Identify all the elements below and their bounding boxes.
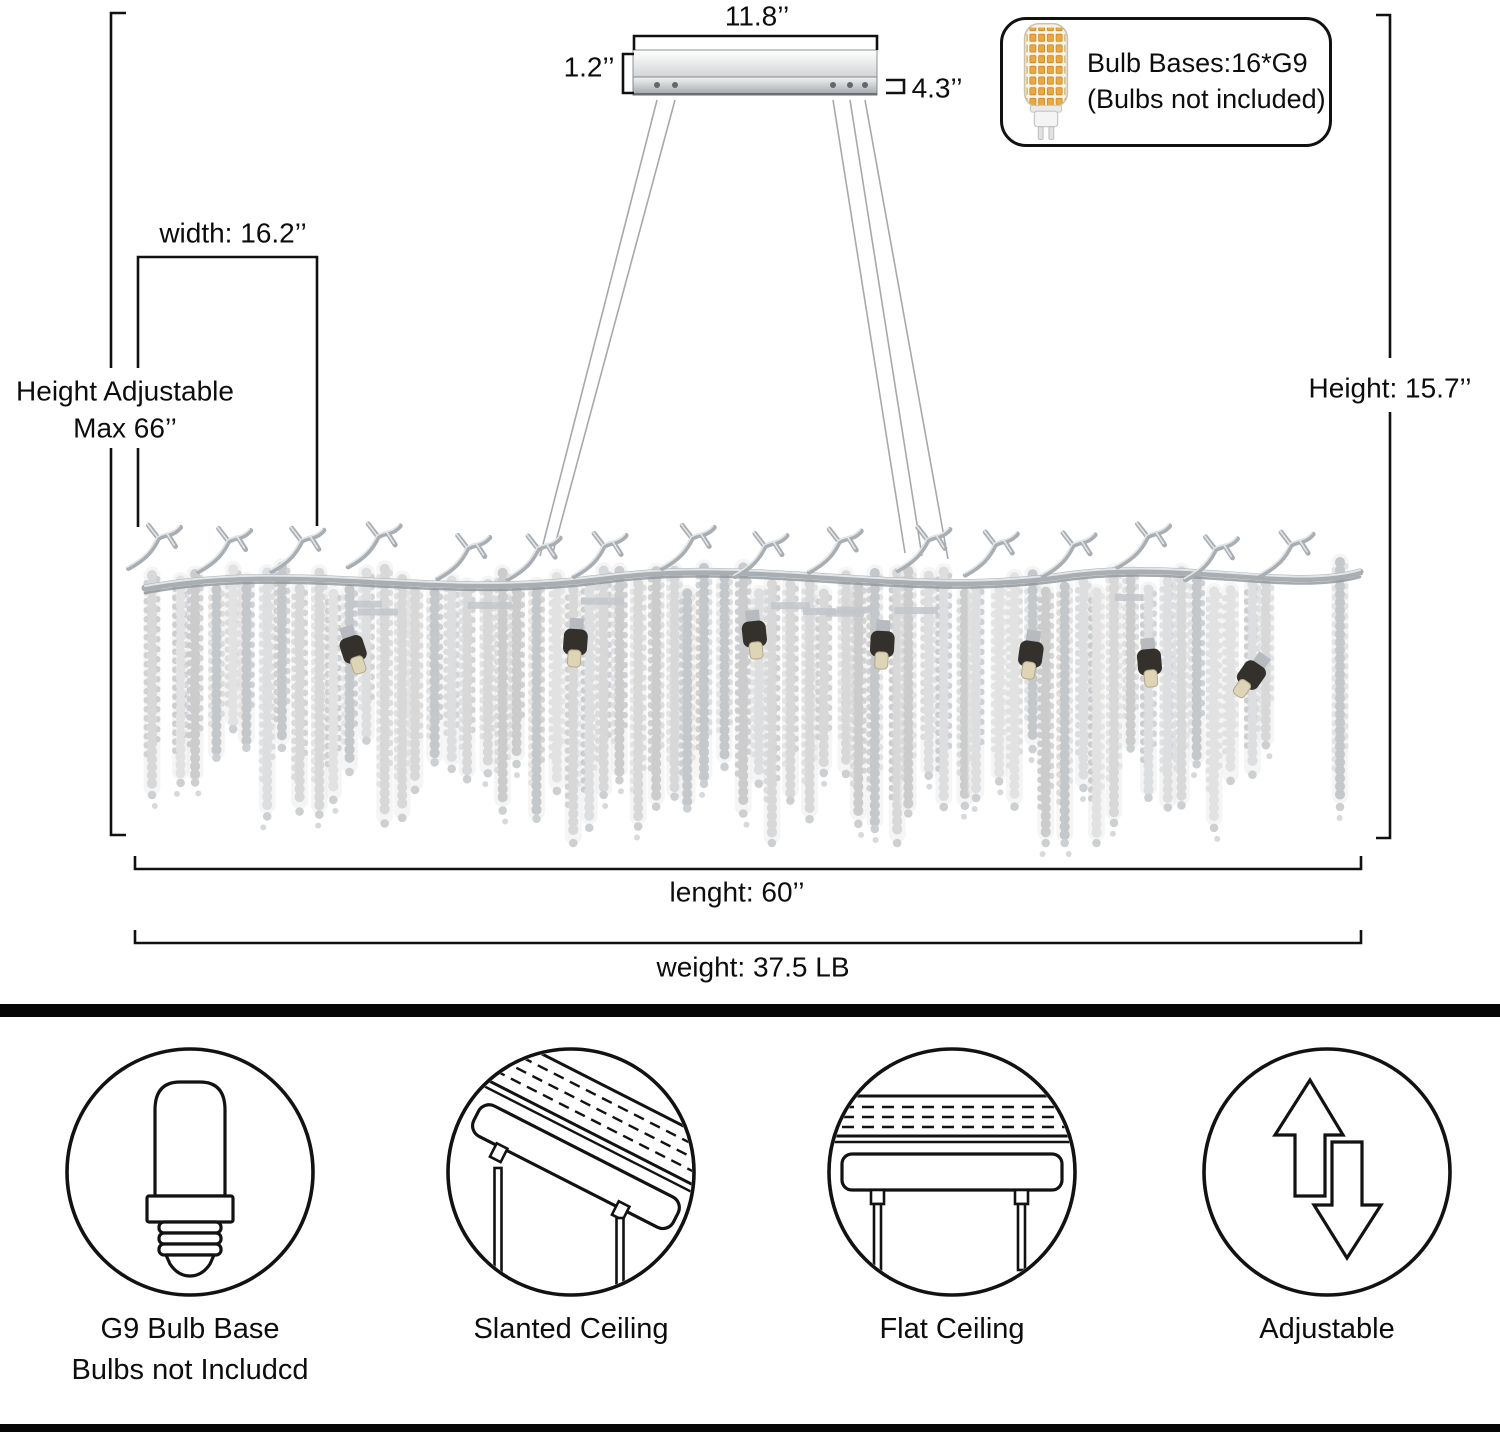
height-adjustable-label-line2: Max 66’’	[73, 412, 177, 444]
flat-ceiling-icon	[820, 1040, 1084, 1304]
crystal-chandelier-image	[127, 522, 1360, 857]
feature-flat-ceiling	[802, 1040, 1102, 1350]
slanted-ceiling-icon	[439, 1040, 703, 1304]
fixture-width-label: width: 16.2’’	[159, 217, 307, 249]
bulb-info-line1: Bulb Bases:16*G9	[1087, 48, 1308, 79]
height-adjustable-label-line1: Height Adjustable	[16, 375, 234, 407]
fixture-height-label: Height: 15.7’’	[1308, 372, 1472, 404]
bulb-info-line2: (Bulbs not included)	[1087, 84, 1326, 114]
canopy-height-label: 1.2’’	[563, 51, 615, 83]
g9-bulb-photo-icon	[1011, 21, 1081, 143]
feature-label: Flat Ceiling	[879, 1313, 1025, 1345]
canopy-depth-label: 4.3’’	[911, 72, 963, 104]
ceiling-canopy	[633, 50, 877, 96]
adjustable-arrows-icon	[1195, 1040, 1459, 1304]
feature-label: Bulbs not Includcd	[71, 1353, 309, 1386]
weight-label: weight: 37.5 LB	[656, 951, 850, 983]
length-label: lenght: 60’’	[669, 876, 805, 908]
feature-g9-bulb-base	[40, 1040, 340, 1390]
feature-slanted-ceiling	[421, 1040, 721, 1350]
feature-label: G9 Bulb Base	[100, 1313, 280, 1345]
canopy-width-label: 11.8’’	[724, 0, 790, 32]
suspension-wires	[540, 100, 948, 559]
feature-adjustable	[1177, 1040, 1477, 1350]
g9-bulb-base-icon	[58, 1040, 322, 1304]
section-divider-bottom	[0, 1424, 1500, 1432]
bulb-info-box	[1000, 17, 1332, 147]
section-divider-top	[0, 1004, 1500, 1017]
feature-label: Adjustable	[1259, 1313, 1395, 1345]
feature-label: Slanted Ceiling	[473, 1313, 669, 1345]
